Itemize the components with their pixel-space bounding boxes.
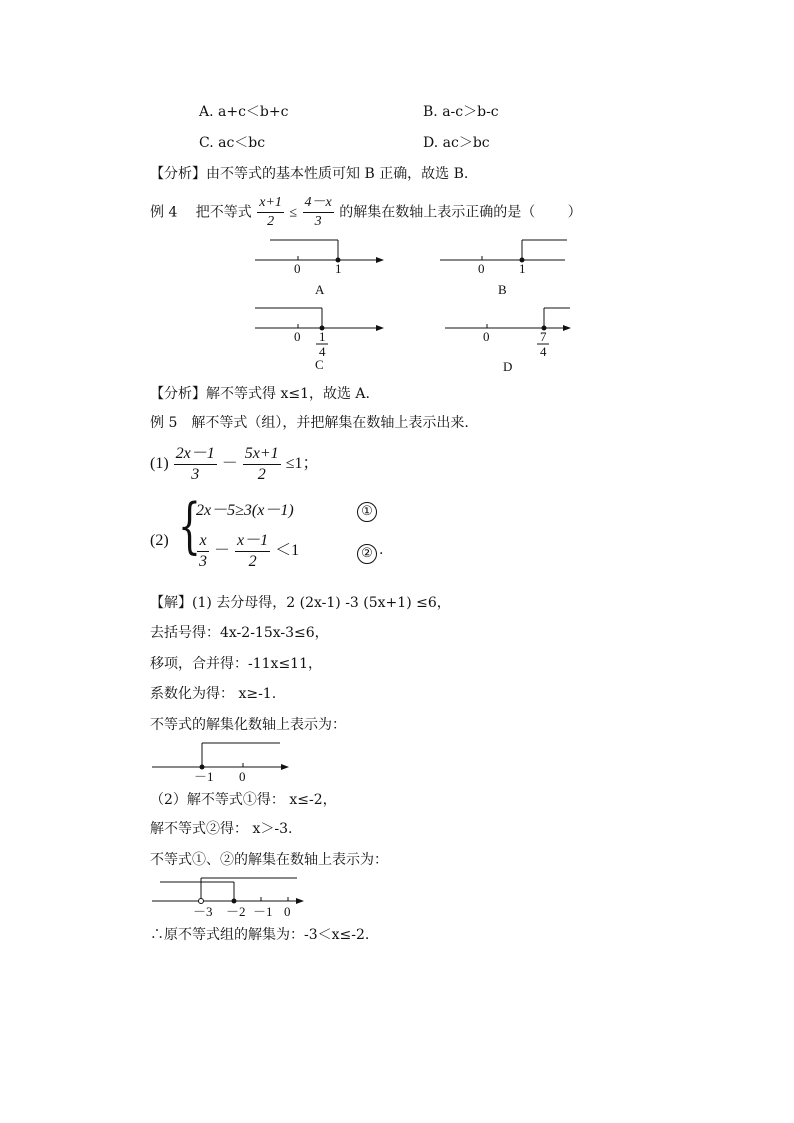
p2-l2-fraction-2 [235,533,270,570]
ex4-fraction-1 [257,196,284,229]
nd-tick-0: 0 [483,329,490,344]
p2-l2-f2-num: x－1 [235,533,270,552]
p2-label: (2) [150,532,169,549]
solution-line-6: （2）解不等式①得： x≤-2， [150,792,337,808]
example-4-question [150,196,582,229]
solution-line-1: 【解】(1) 去分母得，2 (2x-1) -3 (5x+1) ≤6， [150,595,451,611]
p2-l2-minus: － [214,542,231,560]
nd-tick-num: 7 [540,329,547,344]
p2-circle-1: ① [357,502,377,522]
p2-period: . [379,542,384,558]
p2-l2-f1-den: 3 [199,553,207,570]
analysis-3: 【分析】由不等式的基本性质可知 B 正确，故选 B. [150,166,469,182]
p2-l2-f2-den: 2 [248,553,257,570]
label-c: C [315,357,324,372]
p2-circle-2: ② [357,544,377,564]
nd-tick-den: 4 [540,344,547,359]
ex4-relation: ≤ [289,205,298,221]
label-b: B [498,282,507,297]
p2-line-1: 2x－5≥3(x－1) [196,502,294,519]
solution-number-line-2 [150,872,310,922]
ex4-prefix: 例 4 把不等式 [150,204,252,221]
nl1-tick-0: 0 [239,769,246,784]
p1-minus: － [221,455,238,473]
nb-tick-0: 0 [478,261,485,276]
option-a: A. a+c＜b+c [199,104,289,120]
na-tick-1: 1 [335,261,342,276]
ex4-fraction-2 [303,196,334,229]
na-tick-0: 0 [294,261,301,276]
solution-line-2: 去括号得：4x-2-15x-3≤6， [150,625,329,641]
p1-label: (1) [150,455,169,473]
number-line-b [435,230,575,275]
p2-l2-relation: ＜1 [275,542,300,560]
label-d: D [503,359,513,374]
nl2-tick-0: 0 [284,904,291,919]
example-5-title: 例 5 解不等式（组），并把解集在数轴上表示出来. [150,415,469,431]
nb-tick-1: 1 [519,261,526,276]
number-line-c [250,300,390,360]
p2-brace: { [178,491,201,561]
ex4-f2-num: 4－x [303,196,334,213]
nc-tick-num: 1 [319,329,326,344]
ex4-f1-num: x+1 [257,196,284,213]
analysis-4: 【分析】解不等式得 x≤1，故选 A. [150,386,370,402]
solution-line-7: 解不等式②得： x＞-3. [150,821,293,837]
option-c: C. ac＜bc [199,135,266,151]
solution-line-8: 不等式①、②的解集在数轴上表示为： [150,852,388,868]
p1-f1-den: 3 [191,466,200,483]
solution-line-5: 不等式的解集化数轴上表示为： [150,717,346,733]
solution-line-3: 移项，合并得：-11x≤11， [150,656,322,672]
nc-tick-den: 4 [319,344,326,359]
ex4-f1-den: 2 [267,214,275,229]
nl2-tick-neg2: －2 [226,904,246,919]
p1-relation: ≤1； [285,455,319,473]
p2-l2-f1-num: x [197,533,209,552]
ex4-suffix: 的解集在数轴上表示正确的是（ ） [339,204,582,221]
nl1-tick-neg1: －1 [194,769,214,784]
ex4-f2-den: 3 [314,214,322,229]
option-b: B. a-c＞b-c [423,104,499,120]
number-line-d [440,300,580,360]
nl2-tick-neg3: －3 [193,904,213,919]
nl2-tick-neg1: －1 [253,904,273,919]
solution-line-9: ∴原不等式组的解集为：-3＜x≤-2. [150,927,370,943]
p1-f2-num: 5x+1 [243,446,281,465]
p2-l2-fraction-1 [197,533,209,570]
solution-number-line-1 [150,738,295,788]
number-line-a [250,230,390,275]
solution-line-4: 系数化为得： x≥-1. [150,686,277,702]
ex5-problem-1 [150,446,318,483]
p1-f1-num: 2x－1 [174,446,217,465]
nc-tick-0: 0 [294,329,301,344]
label-a: A [315,282,325,297]
p1-fraction-2 [243,446,281,483]
p1-fraction-1 [174,446,217,483]
p1-f2-den: 2 [257,466,266,483]
p2-line-2 [196,533,299,570]
option-d: D. ac＞bc [423,135,490,151]
